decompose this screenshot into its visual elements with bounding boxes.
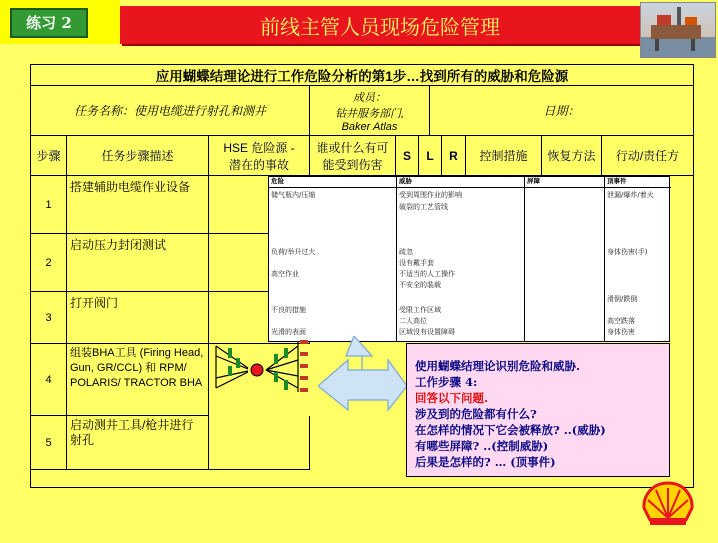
who-line2: 能受到伤害 xyxy=(322,157,383,172)
instruction-line: 涉及到的危险都有什么? xyxy=(415,407,537,421)
overlay-header-hazard: 危险 xyxy=(269,177,396,188)
members-label: 成员： xyxy=(353,91,386,104)
overlay-header-top-event: 顶事件 xyxy=(605,177,671,188)
instruction-line: 回答以下问题. xyxy=(415,391,489,405)
members-company: Baker Atlas xyxy=(341,120,398,133)
page-title: 前线主管人员现场危险管理 xyxy=(260,15,500,39)
row-task-desc: 打开阀门 xyxy=(67,292,209,344)
members-cell xyxy=(310,86,430,136)
row-step-number: 4 xyxy=(30,344,67,416)
row-step-number: 2 xyxy=(30,234,67,292)
col-header-s: S xyxy=(396,136,419,176)
overlay-header-barrier: 屏障 xyxy=(525,177,604,188)
overlay-col-hazard xyxy=(269,177,397,341)
overlay-header-threat: 威胁 xyxy=(397,177,524,188)
members-dept: 钻井服务部门, xyxy=(334,107,405,120)
overlay-item: 不适当的人工操作 xyxy=(399,270,455,278)
instruction-line: 使用蝴蝶结理论识别危险和威胁. xyxy=(415,359,581,373)
overlay-item: 泄漏/爆炸/着火 xyxy=(607,191,654,199)
table-heading: 应用蝴蝶结理论进行工作危险分析的第1步…找到所有的威胁和危险源 xyxy=(30,64,694,86)
overlay-col-threat xyxy=(397,177,525,341)
row-task-desc: 启动测井工具/枪井进行射孔 xyxy=(67,416,209,470)
col-header-action: 行动/责任方 xyxy=(602,136,694,176)
overlay-item: 光滑的表面 xyxy=(271,328,306,336)
row-hse-cell xyxy=(209,416,310,470)
row-task-desc: 搭建辅助电缆作业设备 xyxy=(67,176,209,234)
instruction-line: 在怎样的情况下它会被释放? ..(威胁) xyxy=(415,423,606,437)
overlay-item: 负荷/举升过大 xyxy=(271,248,316,256)
hse-line1: HSE 危险源 - xyxy=(223,140,295,155)
instruction-box xyxy=(406,343,670,477)
overlay-item: 身体伤害(手) xyxy=(607,248,648,256)
arrow-icon xyxy=(318,336,408,420)
bowtie-overlay-table xyxy=(268,176,670,342)
overlay-item: 身体伤害 xyxy=(607,328,635,336)
col-header-task-desc: 任务步骤描述 xyxy=(67,136,209,176)
overlay-item: 高空作业 xyxy=(271,270,299,278)
overlay-item: 受到周围作业的影响 xyxy=(399,191,462,199)
col-header-step: 步骤 xyxy=(30,136,67,176)
date-cell: 日期： xyxy=(430,86,694,136)
col-header-hse xyxy=(209,136,310,176)
title-banner xyxy=(120,6,640,44)
row-task-desc: 组装BHA工具 (Firing Head, Gun, GR/CCL) 和 RPM/ POLARIS/ TRACTOR BHA xyxy=(67,344,209,416)
overlay-item: 区域没有设置障碍 xyxy=(399,328,455,336)
shell-logo-icon xyxy=(640,480,696,528)
overlay-item: 不安全的装载 xyxy=(399,281,441,289)
overlay-item: 疏忽 xyxy=(399,248,413,256)
col-header-l: L xyxy=(419,136,442,176)
row-step-number: 1 xyxy=(30,176,67,234)
rig-photo xyxy=(640,2,716,58)
overlay-item: 二人高位 xyxy=(399,317,427,325)
overlay-col-barrier xyxy=(525,177,605,341)
col-header-control: 控制措施 xyxy=(466,136,542,176)
overlay-item: 储气瓶内/压缩 xyxy=(271,191,316,199)
exercise-label: 练习 2 xyxy=(10,8,88,38)
row-step-number: 5 xyxy=(30,416,67,470)
col-header-who xyxy=(310,136,396,176)
overlay-item: 高空跌落 xyxy=(607,317,635,325)
hse-line2: 潜在的事故 xyxy=(228,157,289,172)
overlay-item: 受限工作区域 xyxy=(399,306,441,314)
task-name: 任务名称：使用电缆进行射孔和测井 xyxy=(30,86,310,136)
overlay-item: 破裂的工艺管线 xyxy=(399,203,448,211)
overlay-item: 不良的措施 xyxy=(271,306,306,314)
col-header-recovery: 恢复方法 xyxy=(542,136,602,176)
instruction-line: 后果是怎样的? … (顶事件) xyxy=(415,455,556,469)
who-line1: 谁或什么有可 xyxy=(316,140,389,155)
instruction-line: 有哪些屏障? ..(控制威胁) xyxy=(415,439,549,453)
instruction-line: 工作步骤 4: xyxy=(415,375,478,389)
bowtie-diagram-icon xyxy=(208,326,318,406)
overlay-item: 没有戴手套 xyxy=(399,259,434,267)
overlay-item: 滑倒/跌倒 xyxy=(607,295,638,303)
overlay-col-top-event xyxy=(605,177,671,341)
row-task-desc: 启动压力封闭测试 xyxy=(67,234,209,292)
col-header-r: R xyxy=(442,136,466,176)
row-step-number: 3 xyxy=(30,292,67,344)
